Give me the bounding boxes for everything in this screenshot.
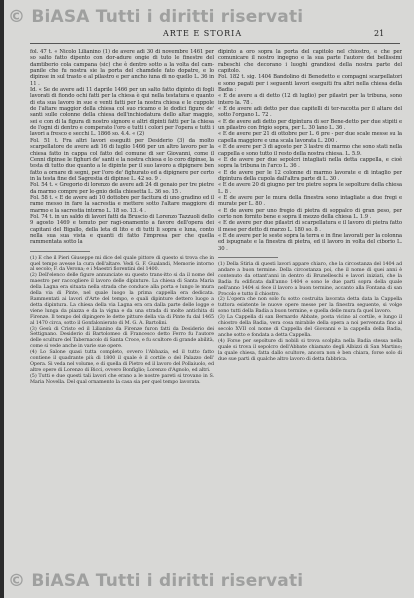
header-rule <box>30 43 400 44</box>
right-footnote: (4) Forse per sepolture di nobili si trova scolpita nella Badia stessa nella quale si trova il sepolcro dell'Abbate chiamato degli Albizzi di San Martino; la quale chiesa, fatta dallo scultore, ancora non è ben chiara, forse solo di due sue parti di qualche altro lavoro di detta fabbrica. <box>218 337 402 362</box>
right-paragraph: Fol. 182 t. sig. 1404 Bandolino di Benedetto e compagni scarpellatori e sono pagati per i seguenti lavori eseguiti fra altri nella chiesa della Badia : <box>218 74 402 94</box>
right-paragraph: « E de avere adi detto per dipintura di ser Bene-detto per due stipiti e un pilastro con frigio sopra, per L. 30 lano L. 36 . <box>218 118 402 132</box>
footnote-separator <box>30 251 90 252</box>
right-paragraph: « E de avere per le seste sopra la terra e in fine lavorati per la colonna ed ispugnate e la finestra di pietra, ed il lavoro in volta del ciborio L. 30 . <box>218 232 402 252</box>
right-footnote: (2) L'opera che non solo fu sotto costruita lavorata detta data la Cappella tuttora esistente le nuove opere messe per la finestra seguente, si volge sono tutti della Badia a buon termine, e quella delle mura fa quel lavoro. <box>218 296 402 315</box>
right-paragraph: « E de avere per 3 di agosto per 3 lastre di marmo che sono stati nella cappella e sono tutto il resto della nostra chiesa. L. 5.9. <box>218 144 402 157</box>
right-paragraph: « E de avere per uno fregio di pietra di soppalco di gran peso, per certo non fornito bene e sopra il mezzo della chiesa L. 1.9 . <box>218 207 402 220</box>
right-footnote: (1) Della Stiria di questi lavori appare chiaro, che la circostanza del 1404 ad andare a buon termine. Della circostanza poi, che il nome di quei anni è contenuto da ottant'anni in dentro di Brunelleschi e lavori iniziati, che la Badia fu edificata dall'anno 1404 e sono le due parti sopra della quale nell'anno 1404 si fece il lavoro a buon termine, accanto alla Fontana di san Procolo e tutto il chiostro. <box>218 261 402 297</box>
right-paragraph: « E de avere per le 12 colonne di marmo lavorate e di intaglio per dipintura della cupola dall'altra parte di L. 30 . <box>218 169 402 182</box>
left-paragraph: Id. « Se de avere adi 11 daprile 1466 per un salto fatto dipinto di fogli lavorati di fiondo ochi fatti per la chiesa è qui nella testatura e quanto di eta sua lavoro in sue e venti fatti per la nostra chiesa e le cuppole de l'altare maggior della chiesa col suo ricamo e le dodici figure de' santi sulle colonne della chiesa dell'inchiodatura dello altar maggio, sei e con di la figura di nostro signore e altri dipinti fatti per la chiesa de l'ogni di dentro e comperato l'oro e tutti i colori per l'opera e tutti i lavori a fresco e secchi L. 1866 so. 4.4. « (2) <box>30 87 214 138</box>
left-footnote: (1) E che il Pieri Giuseppe mi dice del quale pittore di questo si trova che in quel tempo avesse la cura dell'altare. Vedi G. F. Gualandi, Memorie intorno al secolo; F. da Verona; e i Maestri fiorentini del 1400. <box>30 254 214 273</box>
watermark-bottom: © BiASA Tutti i diritti riservati <box>8 571 304 591</box>
right-paragraph: « E de avere per due sepolcri intagliati nella detta cappella, e cioè sopra la tribuna in l'arco L. 36 . <box>218 156 402 170</box>
right-paragraph: « E de avere 20 di giugno per tre pietre sopra le sepolture della chiesa L. 8 . <box>218 182 402 195</box>
left-footnote: (3) Gesù di Cristo ed il Lilianino da Firenze furon fatti da Desiderio dei Settignano. Desiderio di Bartolomeo di Francesco detto Ferro fu l'autore delle sculture del Tabernacolo di Santa Croce, e fu scultore di grande abilità, come si vede anche in varie sue opere. <box>30 325 214 350</box>
left-footnote: (5) Tutti e due questi tali lavori che erano a le nostre pareti si trovano in S. Maria Novella. Del qual ornamento la casa sia per quel tempo lavorata. <box>30 372 214 385</box>
right-column <box>218 49 402 567</box>
right-paragraph: « E de avere per due pilastri di scarpellatura e il lavoro di pietra fatto il mese per detto di marzo L. 180 so. 8 . <box>218 220 402 233</box>
right-paragraph: « E de avere per le mura della finestra sono intagliate a due fregi e murate per L. 80 . <box>218 194 402 208</box>
left-footnote: (4) Lo Salone quasi tutta completo, ovvero l'Abbazia, ed il tutto fatto contiene il quadrante più di 1800 il quale è il cortile o del Palazzo dell' Opera. Si veda nel volume, e di quella di Pietro ed il lavoro del Pollaiuolo, ed altre opere di Lorenzo di Bicci, ovvero Bonfiglio; Lorenzo d'Agnolo, ed altri. <box>30 349 214 373</box>
running-title: ARTE E STORIA <box>163 29 243 38</box>
running-header <box>0 29 414 43</box>
right-paragraph: dipinto a oro sopra la porta del capitolo nel chiostro, e che per comunicare il nostro ingegno e la sua parte l'autore dei bellissimi rabeschi che decorano i luoghi grandiosi della nostra parte del capitolo. <box>218 49 402 75</box>
left-paragraph: Fol. 74 t. in un saldo di lavori fatti da Bruscio di Lorenzo Tazzuoli dello 9 agosto 1469 e tenuto per ragi-onamento a favore dell'opera dei capitani del Bigallo, della leta di lito e di tutti li sopra e luna, conto nella sua sua vista e quanti di fatto l'impresa per che quella rammentata sotto la <box>30 213 214 246</box>
right-paragraph: « E de avere a di detto (12 di luglio) per pilastri per la tribuna, sono intero la. 78 . <box>218 93 402 106</box>
left-paragraph: Fol. 51 t. Fra altri lavori eseguiti per Desiderio (3) da molto scarpellatore de avere adi 16 di luglio 1466 per un altro lavoro per la chiesa fatto in cappa col fatto del comune di ser Giovanni, come il Cenni dipinse le fighuri de' santi e la nostra chiesa e lo coro dipinse, la testa di tutto due quanto a le dipinte per il suo lavoro a dipignere ben fatto a ornare di segni, per l'oro de' fighurato ed a dipignere per certo in la testa fine del Sagrestia di dipinse L. 42 so. 9 . <box>30 137 214 182</box>
left-paragraph: Fol. 58 t. « E de avere adi 10 dottobre per facitura di uno gradino ed il rame messo in fare la sacrestia e mettere sotto l'altare maggiore di marmo e la sacrestia intorno L. 18 so. 13. 4 . <box>30 194 214 214</box>
watermark-top: © BiASA Tutti i diritti riservati <box>8 7 304 27</box>
left-paragraph: Fol. 54 t. « Gregorio di lorenzo de avere adi 24 di genaio per tre pietre da marmo compre per le-gnio della chiesetta L. 36 so. 15 . <box>30 182 214 195</box>
left-column <box>30 49 214 567</box>
right-paragraph: « E de avere per 21 di ottobre per L. 6 pre - per due scale messe su la capella maggiore e una scala lavorata L. 200 . <box>218 131 402 144</box>
right-paragraph: « E de avere adi detto per due capitelli di ter-racotta per il altare del sotto l'organo L. 72 . <box>218 106 402 119</box>
right-footnote: (3) La Cappella di san Bernardo Abbate, posta vicino al cortile, e lungo il chiostro della Badia, vera cosa mirabile della opera a noi pervenuta fino al secolo XVII col nome di Cappella del Giovanni e la cappella della Badia, anche sotto e fondata a detta Cappella. <box>218 314 402 338</box>
page-number: 21 <box>374 29 385 38</box>
left-footnote: (2) Dell'elenco delle figure annunciate su questo trans-itto si da il nome del maestro per raccogliere il lavoro delle dipinture. La chiesa di Santa Maria della Lagna era situata nella strada che conduce alla porta e lungo le mura della via di Pinte, nel quale luogo la prima cappella era dedicata. Rammentati ai lavori d'Arte del tempo, e quali dipinture dettero luogo a detta dipintura. La chiesa della via Lagna era ora dalla parte delle logge e viene lunga da piazza e da la vigna e da una strada di molte antichita di Firenze. Il tempo del dipingere le dette pitture della via di Pinte fu dal 1465 al 1470 circa, sotto il Gonfalonierato di M. G. A. Bartolini. <box>30 272 214 326</box>
page-edge-shadow <box>0 0 4 598</box>
footnote-separator <box>218 257 278 258</box>
left-paragraph: fol. 47 t. « Nicolo Lilianino (1) de avere adi 30 di novembre 1461 per so salto fatto dipento con dor-adure ongie di tuto le finestre del damtiberio cola campana (sic) che è dentro sotto a la volta del cam-panile che fu nostra sie la porta del chamdele fato dopatre, e lo dipinse in sul trasto e al pilastro e per ancho iuna di no quello L. 36 in 11 . <box>30 49 214 87</box>
